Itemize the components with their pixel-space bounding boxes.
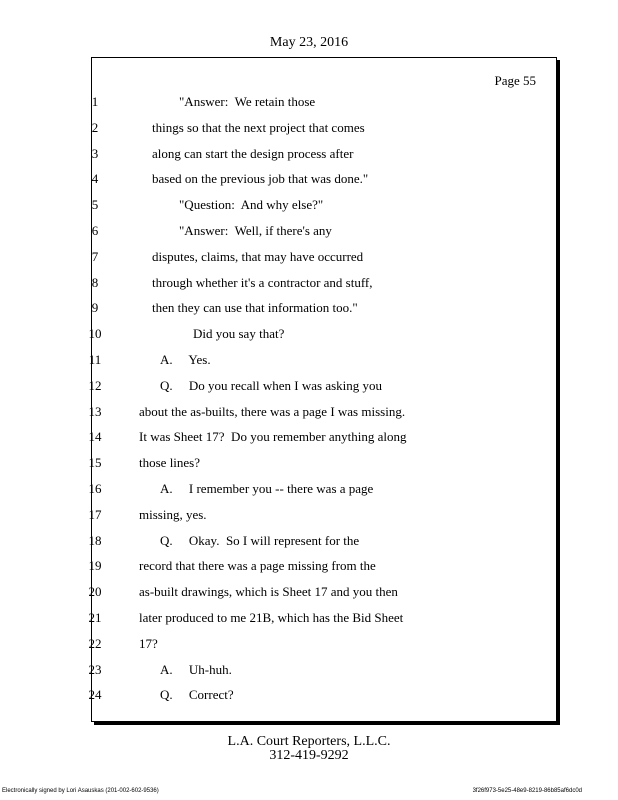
line-number: 8 xyxy=(91,274,99,290)
transcript-line xyxy=(88,558,556,576)
transcript-line xyxy=(88,506,556,525)
transcript-page xyxy=(88,57,557,722)
line-number: 6 xyxy=(91,223,99,238)
transcript-line xyxy=(92,275,556,293)
transcript-line xyxy=(92,197,556,215)
transcript-date: May 23, 2016 xyxy=(269,35,349,50)
transcript-line xyxy=(88,610,556,628)
transcript-line xyxy=(88,481,556,499)
line-number: 10 xyxy=(88,326,102,342)
transcript-line xyxy=(88,377,556,396)
transcript-line xyxy=(88,635,556,654)
transcript-line xyxy=(88,403,556,422)
line-text: through whether it's a contractor and stuff, xyxy=(152,274,373,290)
line-text: based on the previous job that was done." xyxy=(152,171,369,187)
transcript-line xyxy=(92,249,556,267)
line-text: Q. Do you recall when I was asking you xyxy=(160,377,383,393)
line-text: missing, yes. xyxy=(139,506,207,522)
line-text: those lines? xyxy=(139,455,201,471)
transcript-line xyxy=(88,584,556,602)
line-text: A. Uh-huh. xyxy=(160,661,232,677)
line-number: 7 xyxy=(91,248,99,264)
reporter-company: L.A. Court Reporters, L.L.C. xyxy=(227,734,391,749)
line-text: 17? xyxy=(139,635,158,651)
line-number: 13 xyxy=(88,403,102,419)
line-text: Q. Correct? xyxy=(160,687,234,703)
line-number: 12 xyxy=(88,377,102,393)
transcript-line xyxy=(92,94,556,112)
line-number: 4 xyxy=(91,171,99,187)
line-text: A. I remember you -- there was a page xyxy=(160,481,374,496)
line-number: 9 xyxy=(91,300,99,316)
line-text: A. Yes. xyxy=(160,352,211,367)
line-text: "Answer: Well, if there's any xyxy=(179,223,332,238)
line-text: later produced to me 21B, which has the Bid Sheet xyxy=(139,610,404,625)
transcript-line xyxy=(88,429,556,447)
transcript-line xyxy=(88,455,556,473)
transcript-line xyxy=(92,300,556,318)
transcript-line xyxy=(92,171,556,189)
line-text: "Question: And why else?" xyxy=(179,197,324,213)
transcript-line xyxy=(88,661,556,680)
line-number: 11 xyxy=(88,352,102,367)
line-number: 15 xyxy=(88,455,102,471)
transcript-line xyxy=(88,687,556,705)
line-text: "Answer: We retain those xyxy=(179,94,316,109)
line-number: 3 xyxy=(91,145,99,161)
line-text: things so that the next project that comes xyxy=(152,119,365,135)
line-number: 17 xyxy=(88,506,102,522)
line-text: disputes, claims, that may have occurred xyxy=(152,248,364,264)
transcript-line xyxy=(92,120,556,138)
transcript-line xyxy=(88,532,556,551)
line-text: along can start the design process after xyxy=(152,145,354,161)
line-number: 18 xyxy=(88,532,102,548)
line-number: 16 xyxy=(88,481,102,496)
line-number: 1 xyxy=(91,94,99,109)
line-text: as-built drawings, which is Sheet 17 and you then xyxy=(139,584,398,600)
reporter-phone: 312-419-9292 xyxy=(269,748,349,763)
line-text: Q. Okay. So I will represent for the xyxy=(160,532,360,548)
line-number: 14 xyxy=(88,429,102,445)
line-number: 23 xyxy=(88,661,102,677)
line-text: record that there was a page missing from the xyxy=(139,558,376,574)
line-number: 22 xyxy=(88,635,102,651)
line-text: about the as-builts, there was a page I was missing. xyxy=(139,403,406,419)
line-number: 21 xyxy=(88,610,102,625)
line-text: It was Sheet 17? Do you remember anything along xyxy=(139,429,407,445)
line-number: 24 xyxy=(88,687,102,703)
document-id: 3f26f973-5e25-48e9-8219-86b85af6dc0d xyxy=(472,788,582,794)
transcript-line xyxy=(88,326,556,344)
line-number: 20 xyxy=(88,584,102,600)
line-number: 19 xyxy=(88,558,102,574)
transcript-line xyxy=(92,146,556,164)
line-number: 5 xyxy=(91,197,99,213)
line-text: Did you say that? xyxy=(193,326,285,342)
line-text: then they can use that information too." xyxy=(152,300,358,316)
electronic-signature-note: Electronically signed by Lori Asauskas (201-002-602-9536) xyxy=(2,788,159,794)
page-number: Page 55 xyxy=(494,73,536,88)
line-number: 2 xyxy=(91,119,99,135)
transcript-line xyxy=(88,352,556,370)
transcript-line xyxy=(92,223,556,241)
